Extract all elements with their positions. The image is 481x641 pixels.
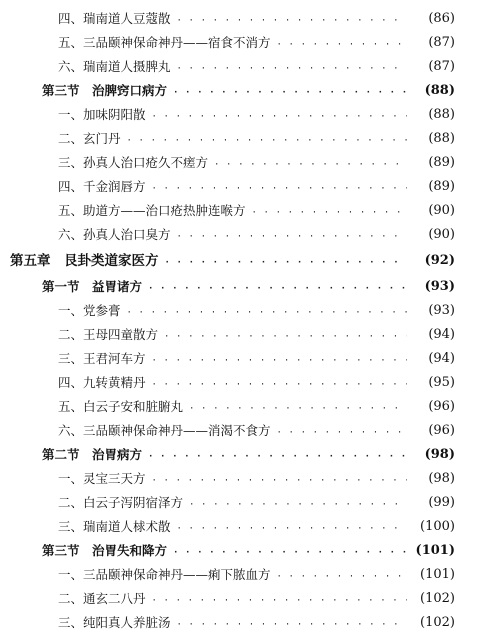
toc-entry-page: (96) xyxy=(428,423,455,438)
toc-entry-title: 三、瑞南道人梂术散 xyxy=(58,519,171,534)
dot-leader xyxy=(127,302,407,324)
toc-entry-title: 一、三品颐神保命神丹——痢下脓血方 xyxy=(58,567,271,582)
dot-leader xyxy=(277,422,407,444)
dot-leader xyxy=(189,398,407,420)
toc-entry xyxy=(58,372,455,394)
toc-entry xyxy=(58,612,455,634)
toc-entry-title: 四、九转黄精丹 xyxy=(58,375,146,390)
toc-entry-title: 六、三品颐神保命神丹——消渴不食方 xyxy=(58,423,271,438)
toc-entry-title: 一、党参膏 xyxy=(58,303,121,318)
toc-entry-page: (98) xyxy=(424,447,455,462)
toc-entry-page: (89) xyxy=(428,179,455,194)
toc-section-heading xyxy=(42,276,455,298)
toc-entry xyxy=(58,200,455,222)
dot-leader xyxy=(152,350,407,372)
dot-leader xyxy=(152,374,407,396)
dot-leader xyxy=(152,178,407,200)
toc-entry-page: (89) xyxy=(428,155,455,170)
toc-section-title: 第三节 治脾窍口病方 xyxy=(42,83,168,98)
toc-entry-page: (99) xyxy=(428,495,455,510)
toc-entry xyxy=(58,348,455,370)
dot-leader xyxy=(277,566,407,588)
toc-entry-title: 二、玄门丹 xyxy=(58,131,121,146)
toc-entry-title: 一、灵宝三天方 xyxy=(58,471,146,486)
toc-entry xyxy=(58,420,455,442)
toc-entry xyxy=(58,492,455,514)
dot-leader xyxy=(177,58,407,80)
dot-leader xyxy=(164,326,407,348)
toc-entry xyxy=(58,152,455,174)
toc-section-heading xyxy=(42,444,455,466)
toc-entry-title: 二、白云子泻阴宿泽方 xyxy=(58,495,184,510)
toc-entry-title: 四、千金润唇方 xyxy=(58,179,146,194)
toc-entry-page: (98) xyxy=(428,471,455,486)
toc-entry-page: (102) xyxy=(420,591,455,606)
toc-entry-title: 五、三品颐神保命神丹——宿食不消方 xyxy=(58,35,271,50)
dot-leader xyxy=(148,446,407,468)
toc-entry-title: 五、助道方——治口疮热肿连喉方 xyxy=(58,203,246,218)
dot-leader xyxy=(177,518,407,540)
toc-entry-title: 二、通玄二八丹 xyxy=(58,591,146,606)
toc-entry-page: (94) xyxy=(428,327,455,342)
toc-entry-page: (101) xyxy=(420,567,455,582)
dot-leader xyxy=(148,278,407,300)
toc-entry-title: 二、王母四童散方 xyxy=(58,327,159,342)
dot-leader xyxy=(152,470,407,492)
toc-entry xyxy=(58,564,455,586)
toc-entry-page: (93) xyxy=(428,303,455,318)
toc-section-title: 第三节 治胃失和降方 xyxy=(42,543,168,558)
toc-entry xyxy=(58,104,455,126)
toc-entry-page: (102) xyxy=(420,615,455,630)
toc-entry xyxy=(58,32,455,54)
toc-entry xyxy=(58,8,455,30)
toc-entry-page: (88) xyxy=(428,131,455,146)
toc-entry-page: (87) xyxy=(428,59,455,74)
toc-entry xyxy=(58,468,455,490)
toc-chapter-heading xyxy=(10,250,455,272)
toc-entry-page: (90) xyxy=(428,227,455,242)
toc-entry-title: 三、纯阳真人养脏汤 xyxy=(58,615,171,630)
toc-entry xyxy=(58,588,455,610)
toc-section-title: 第二节 治胃病方 xyxy=(42,447,143,462)
toc-entry xyxy=(58,324,455,346)
toc-entry xyxy=(58,56,455,78)
toc-entry xyxy=(58,128,455,150)
toc-chapter-title: 第五章 艮卦类道家医方 xyxy=(10,253,159,269)
dot-leader xyxy=(277,34,407,56)
dot-leader xyxy=(189,494,407,516)
toc-entry xyxy=(58,300,455,322)
toc-entry-page: (88) xyxy=(424,83,455,98)
toc-entry-title: 六、孙真人治口臭方 xyxy=(58,227,171,242)
toc-entry-page: (86) xyxy=(428,11,455,26)
toc-entry-title: 五、白云子安和脏腑丸 xyxy=(58,399,184,414)
toc-section-title: 第一节 益胃诸方 xyxy=(42,279,143,294)
toc-entry-page: (94) xyxy=(428,351,455,366)
toc-entry-title: 一、加味阴阳散 xyxy=(58,107,146,122)
dot-leader xyxy=(152,106,407,128)
dot-leader xyxy=(152,590,407,612)
toc-entry-title: 四、瑞南道人豆蔻散 xyxy=(58,11,171,26)
dot-leader xyxy=(127,130,407,152)
toc-entry-title: 三、王君河车方 xyxy=(58,351,146,366)
toc-entry-title: 三、孙真人治口疮久不瘥方 xyxy=(58,155,209,170)
toc-entry-page: (92) xyxy=(424,253,455,268)
toc-entry-page: (87) xyxy=(428,35,455,50)
toc-entry xyxy=(58,176,455,198)
toc-entry xyxy=(58,516,455,538)
toc-entry-page: (88) xyxy=(428,107,455,122)
dot-leader xyxy=(252,202,407,224)
toc-entry-page: (96) xyxy=(428,399,455,414)
dot-leader xyxy=(214,154,407,176)
dot-leader xyxy=(173,542,407,564)
toc-entry-page: (100) xyxy=(420,519,455,534)
toc-entry xyxy=(58,224,455,246)
toc-entry-title: 六、瑞南道人摄脾丸 xyxy=(58,59,171,74)
toc-entry-page: (90) xyxy=(428,203,455,218)
dot-leader xyxy=(165,252,408,274)
toc-entry xyxy=(58,396,455,418)
dot-leader xyxy=(177,226,407,248)
toc-entry-page: (95) xyxy=(428,375,455,390)
dot-leader xyxy=(173,82,407,104)
toc-entry-page: (93) xyxy=(424,279,455,294)
dot-leader xyxy=(177,10,407,32)
toc-section-heading xyxy=(42,540,455,562)
dot-leader xyxy=(177,614,407,636)
toc-entry-page: (101) xyxy=(415,543,455,558)
toc-section-heading xyxy=(42,80,455,102)
